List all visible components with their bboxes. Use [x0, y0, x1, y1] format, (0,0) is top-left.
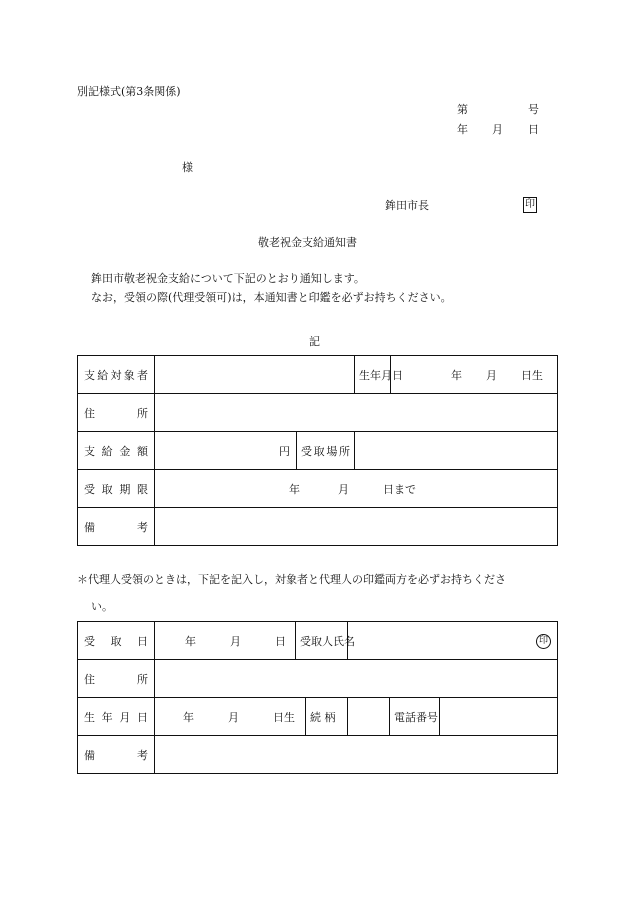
proxy-note-line-1: ＊代理人受領のときは，下記を記入し，対象者と代理人の印鑑両方を必ずお持ちくださ [77, 573, 506, 586]
proxy-address-label [78, 660, 155, 698]
char: 対 [110, 368, 122, 382]
b-year-label: 年 [183, 710, 194, 724]
birth-year-label: 年 [451, 368, 463, 382]
document-title: 敬老祝金支給通知書 [258, 236, 357, 249]
remarks-label [78, 508, 155, 546]
row-recipient [78, 356, 558, 394]
row-remarks [78, 508, 558, 546]
ki-heading: 記 [309, 335, 320, 348]
char: 額 [136, 444, 148, 458]
recipient-label [78, 356, 155, 394]
char: 取 [101, 482, 113, 496]
row-period [78, 470, 558, 508]
char: 住 [84, 672, 95, 686]
char: 支 [84, 444, 95, 458]
row-proxy-remarks [78, 736, 558, 774]
char: 象 [123, 368, 135, 382]
char: 所 [339, 444, 351, 458]
period-year-label: 年 [289, 482, 300, 496]
char: 日 [137, 634, 148, 648]
address-value[interactable] [155, 394, 558, 432]
b-month-label: 月 [228, 710, 239, 724]
char: 金 [119, 444, 131, 458]
remarks-value[interactable] [155, 508, 558, 546]
period-day-label: 日まで [383, 482, 416, 496]
month-label: 月 [230, 634, 241, 648]
char: 年 [101, 710, 113, 724]
day-label: 日 [275, 634, 286, 648]
number-dai: 第 [457, 103, 468, 116]
char: 受 [84, 634, 95, 648]
char: 日 [136, 710, 148, 724]
place-value[interactable] [355, 432, 558, 470]
birthdate-value[interactable] [391, 356, 558, 394]
date-year: 年 [457, 123, 468, 136]
proxy-remarks-value[interactable] [155, 736, 558, 774]
proxy-birthdate-value[interactable] [155, 698, 306, 736]
receiver-name-value[interactable] [348, 622, 558, 660]
char: 受 [301, 444, 312, 458]
proxy-remarks-label [78, 736, 155, 774]
relation-label: 続 柄 [306, 698, 348, 736]
seal-mark [523, 197, 537, 213]
seal-circle-icon: 印 [536, 634, 551, 649]
char: 者 [137, 368, 148, 382]
char: 所 [137, 672, 148, 686]
yen-unit: 円 [279, 444, 290, 458]
period-value[interactable] [155, 470, 558, 508]
number-go: 号 [528, 103, 539, 116]
char: 取 [110, 634, 122, 648]
char: 支 [84, 368, 95, 382]
birth-day-label: 日生 [521, 368, 544, 382]
amount-label [78, 432, 155, 470]
proxy-address-value[interactable] [155, 660, 558, 698]
recipient-value[interactable] [155, 356, 355, 394]
char: 所 [137, 406, 148, 420]
date-day: 日 [528, 123, 539, 136]
address-label [78, 394, 155, 432]
issuer-name: 鉾田市長 [385, 199, 429, 212]
proxy-table [77, 621, 558, 774]
phone-label: 電話番号 [390, 698, 440, 736]
amount-value[interactable] [155, 432, 297, 470]
row-amount [78, 432, 558, 470]
receive-date-value[interactable] [155, 622, 296, 660]
receiver-name-label: 受取人氏名 [296, 622, 348, 660]
char: 備 [84, 748, 95, 762]
seal-box: 印 [523, 197, 537, 213]
body-line-2: なお，受領の際(代理受領可)は，本通知書と印鑑を必ずお持ちください。 [91, 291, 452, 304]
char: 給 [97, 368, 109, 382]
char: 住 [84, 406, 95, 420]
char: 月 [119, 710, 131, 724]
row-receive-date [78, 622, 558, 660]
row-address [78, 394, 558, 432]
char: 期 [119, 482, 131, 496]
char: 取 [313, 444, 325, 458]
notice-table [77, 355, 558, 546]
body-line-1: 鉾田市敬老祝金支給について下記のとおり通知します。 [91, 272, 365, 285]
form-reference: 別記様式(第3条関係) [77, 85, 181, 98]
addressee-sama: 様 [182, 161, 193, 174]
row-proxy-address [78, 660, 558, 698]
char: 備 [84, 520, 95, 534]
char: 場 [326, 444, 338, 458]
char: 限 [136, 482, 148, 496]
birthdate-label: 生年月日 [355, 356, 391, 394]
relation-value[interactable] [348, 698, 390, 736]
char: 受 [84, 482, 95, 496]
birth-month-label: 月 [486, 368, 498, 382]
place-label [297, 432, 355, 470]
char: 生 [84, 710, 95, 724]
b-day-label: 日生 [273, 710, 295, 724]
char: 考 [137, 748, 148, 762]
row-proxy-birthdate [78, 698, 558, 736]
proxy-birthdate-label [78, 698, 155, 736]
period-label [78, 470, 155, 508]
year-label: 年 [185, 634, 196, 648]
proxy-note-line-2: い。 [91, 600, 113, 613]
receive-date-label [78, 622, 155, 660]
date-month: 月 [492, 123, 503, 136]
char: 給 [101, 444, 113, 458]
char: 考 [137, 520, 148, 534]
phone-value[interactable] [440, 698, 558, 736]
period-month-label: 月 [338, 482, 349, 496]
